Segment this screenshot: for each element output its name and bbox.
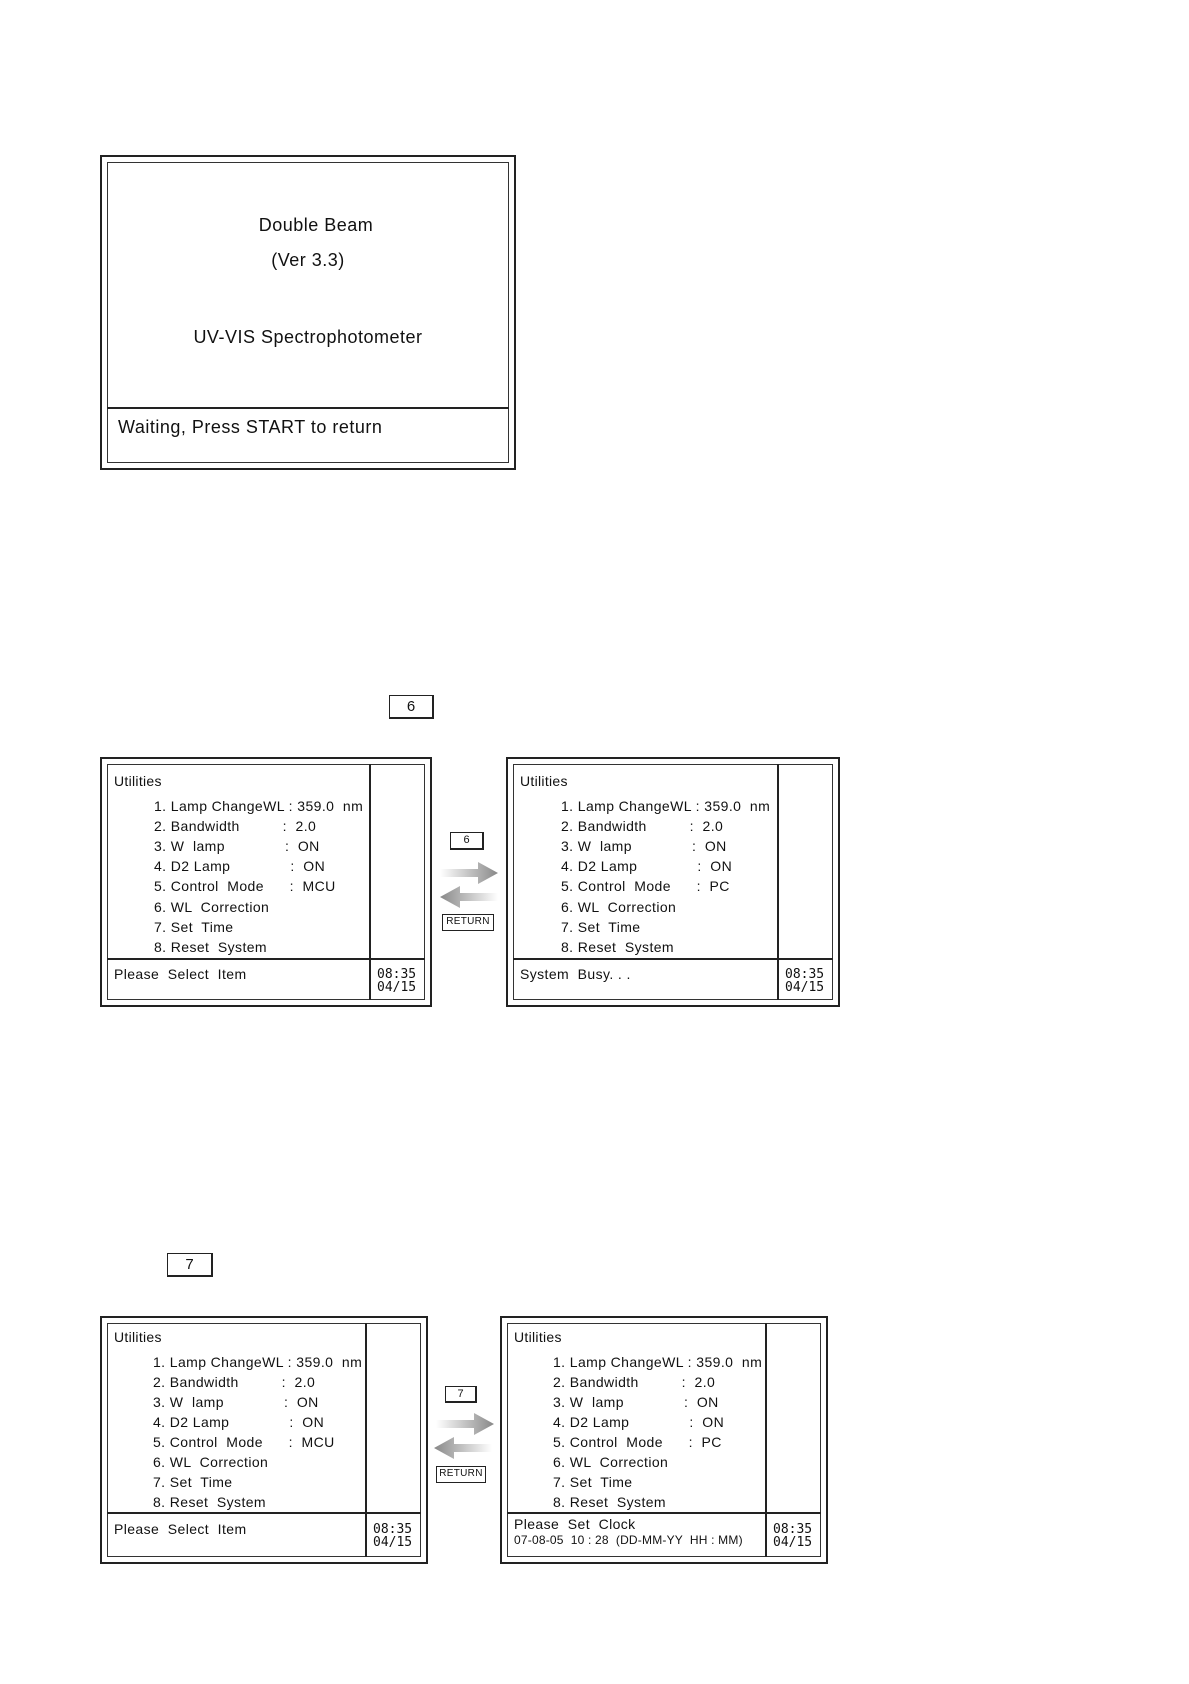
arrow-key-6[interactable]: 6 <box>450 832 484 850</box>
status-divider <box>513 958 833 960</box>
screen-title: Utilities <box>520 773 568 789</box>
status-divider <box>107 958 425 960</box>
menu-item-reset-system[interactable]: 8. Reset System <box>153 1494 266 1510</box>
utilities-screen-before-6 <box>100 757 432 1007</box>
clock-date: 04/15 <box>373 1535 413 1550</box>
clock-column-divider <box>369 764 371 1000</box>
clock-column-divider <box>365 1323 367 1557</box>
menu-item-reset-system[interactable]: 8. Reset System <box>553 1494 666 1510</box>
back-arrow-icon <box>432 1435 492 1461</box>
menu-item-set-time[interactable]: 7. Set Time <box>153 1474 233 1490</box>
menu-item-w-lamp[interactable]: 3. W lamp : ON <box>154 838 320 854</box>
menu-item-wl-correction[interactable]: 6. WL Correction <box>553 1454 669 1470</box>
clock-entry-text: 07-08-05 10 : 28 (DD-MM-YY HH : MM) <box>514 1533 743 1547</box>
status-text: Please Select Item <box>114 1521 247 1537</box>
status-text: Please Select Item <box>114 966 247 982</box>
menu-item-bandwidth[interactable]: 2. Bandwidth : 2.0 <box>561 818 724 834</box>
arrow-key-7[interactable]: 7 <box>445 1386 477 1403</box>
splash-status-text: Waiting, Press START to return <box>118 417 383 437</box>
status-divider <box>107 1512 421 1514</box>
key-6-indicator[interactable]: 6 <box>389 695 434 719</box>
clock-time: 08:35 <box>373 1522 413 1537</box>
menu-item-bandwidth[interactable]: 2. Bandwidth : 2.0 <box>154 818 317 834</box>
splash-version: (Ver 3.3) <box>271 250 345 270</box>
splash-title: Double Beam <box>258 215 374 235</box>
screen-title: Utilities <box>114 773 162 789</box>
clock-date: 04/15 <box>785 980 825 995</box>
key-7-indicator[interactable]: 7 <box>167 1253 213 1277</box>
menu-item-bandwidth[interactable]: 2. Bandwidth : 2.0 <box>553 1374 716 1390</box>
menu-item-lamp-change[interactable]: 1. Lamp ChangeWL : 359.0 nm <box>553 1354 763 1370</box>
menu-item-d2-lamp[interactable]: 4. D2 Lamp : ON <box>153 1414 325 1430</box>
return-key[interactable]: RETURN <box>442 914 494 931</box>
menu-item-reset-system[interactable]: 8. Reset System <box>154 939 267 955</box>
forward-arrow-icon <box>436 1411 496 1437</box>
splash-product-name: UV-VIS Spectrophotometer <box>193 327 423 347</box>
menu-item-wl-correction[interactable]: 6. WL Correction <box>154 899 270 915</box>
clock-time: 08:35 <box>377 967 417 982</box>
clock-time: 08:35 <box>785 967 825 982</box>
menu-item-set-time[interactable]: 7. Set Time <box>561 919 641 935</box>
status-text: Please Set Clock <box>514 1516 636 1532</box>
menu-item-set-time[interactable]: 7. Set Time <box>154 919 234 935</box>
clock-time: 08:35 <box>773 1522 813 1537</box>
menu-item-d2-lamp[interactable]: 4. D2 Lamp : ON <box>154 858 326 874</box>
menu-item-lamp-change[interactable]: 1. Lamp ChangeWL : 359.0 nm <box>561 798 771 814</box>
menu-item-d2-lamp[interactable]: 4. D2 Lamp : ON <box>553 1414 725 1430</box>
menu-item-wl-correction[interactable]: 6. WL Correction <box>153 1454 269 1470</box>
menu-item-w-lamp[interactable]: 3. W lamp : ON <box>561 838 727 854</box>
menu-item-control-mode[interactable]: 5. Control Mode : MCU <box>153 1434 335 1450</box>
back-arrow-icon <box>438 884 498 910</box>
splash-divider <box>107 407 509 409</box>
menu-item-wl-correction[interactable]: 6. WL Correction <box>561 899 677 915</box>
status-divider <box>507 1512 821 1514</box>
status-text: System Busy. . . <box>520 966 631 982</box>
menu-item-w-lamp[interactable]: 3. W lamp : ON <box>553 1394 719 1410</box>
menu-item-control-mode[interactable]: 5. Control Mode : MCU <box>154 878 336 894</box>
utilities-screen-after-6 <box>506 757 840 1007</box>
splash-screen <box>100 155 516 470</box>
menu-item-lamp-change[interactable]: 1. Lamp ChangeWL : 359.0 nm <box>154 798 364 814</box>
return-key[interactable]: RETURN <box>436 1466 486 1483</box>
screen-title: Utilities <box>514 1329 562 1345</box>
menu-item-control-mode[interactable]: 5. Control Mode : PC <box>553 1434 722 1450</box>
clock-date: 04/15 <box>377 980 417 995</box>
clock-date: 04/15 <box>773 1535 813 1550</box>
utilities-screen-after-7 <box>500 1316 828 1564</box>
menu-item-lamp-change[interactable]: 1. Lamp ChangeWL : 359.0 nm <box>153 1354 363 1370</box>
screen-title: Utilities <box>114 1329 162 1345</box>
menu-item-set-time[interactable]: 7. Set Time <box>553 1474 633 1490</box>
menu-item-bandwidth[interactable]: 2. Bandwidth : 2.0 <box>153 1374 316 1390</box>
clock-column-divider <box>777 764 779 1000</box>
menu-item-d2-lamp[interactable]: 4. D2 Lamp : ON <box>561 858 733 874</box>
utilities-screen-before-7 <box>100 1316 428 1564</box>
menu-item-reset-system[interactable]: 8. Reset System <box>561 939 674 955</box>
menu-item-w-lamp[interactable]: 3. W lamp : ON <box>153 1394 319 1410</box>
forward-arrow-icon <box>440 860 500 886</box>
menu-item-control-mode[interactable]: 5. Control Mode : PC <box>561 878 730 894</box>
clock-column-divider <box>765 1323 767 1557</box>
